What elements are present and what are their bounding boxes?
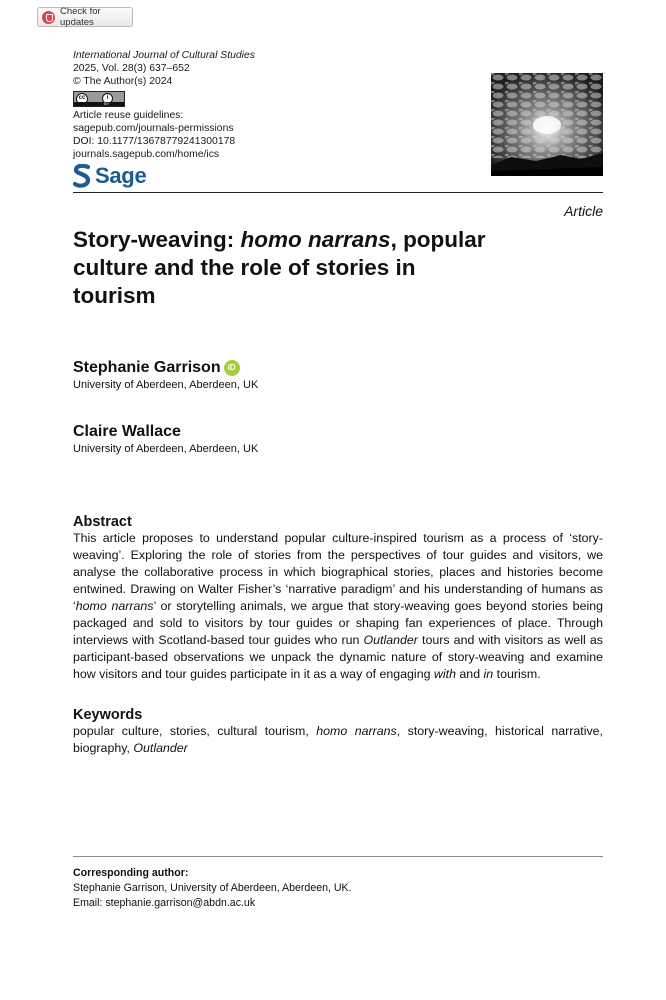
article-type: Article [564,203,603,219]
sage-s-icon [73,164,91,188]
journal-homepage[interactable]: journals.sagepub.com/home/ics [73,149,220,160]
sage-wordmark: Sage [95,163,147,188]
keywords-text: popular culture, stories, cultural tourism, homo narrans, story-weaving, historical narrative, biography, Outlander [73,724,603,755]
attribution-mark: i [102,93,113,104]
footer-rule [73,856,603,857]
check-for-updates-label: Check for updates [60,6,101,28]
corresponding-label: Corresponding author: [73,867,189,879]
title-part-3: , popular culture and the role of stories in tourism [73,227,486,308]
article-title [73,226,493,310]
reuse-link[interactable]: sagepub.com/journals-permissions [73,123,234,134]
keywords-section [73,707,603,757]
corresponding-email[interactable]: Email: stephanie.garrison@abdn.ac.uk [73,897,256,909]
abstract-heading: Abstract [73,514,132,530]
volume-line: 2025, Vol. 28(3) 637–652 [73,63,190,74]
journal-name: International Journal of Cultural Studies [73,50,255,61]
author-1-affiliation: University of Aberdeen, Aberdeen, UK [73,379,259,391]
check-for-updates-button[interactable] [37,7,133,27]
sage-logo [73,163,146,189]
by-mark: BY [104,101,110,106]
header-rule [73,192,603,193]
abstract-section [73,514,603,683]
author-1 [73,359,240,377]
keywords-heading: Keywords [73,707,143,723]
journal-cover-image [491,73,603,176]
copyright: © The Author(s) 2024 [73,76,173,87]
author-1-name: Stephanie Garrison [73,359,221,376]
title-part-2: homo narrans [240,227,391,252]
doi[interactable]: DOI: 10.1177/13678779241300178 [73,136,236,147]
orcid-icon[interactable]: iD [224,360,240,376]
abstract-text: This article proposes to understand popular culture-inspired tourism as a process of ‘story-weaving’. Exploring the role of stories from the perspectives of tour guides and visitors, we analyse the collaborative process in which biographical stories, places and histories become entwined. Drawing on Walter Fisher’s ‘narrative paradigm’ and his understanding of humans as ‘homo narrans’ or storytelling animals, we argue that story-weaving goes beyond stories being packaged and sold to visitors by tour guides or shaping fan experiences of place. Through interviews with Scotland-based tour guides who run Outlander tours and with visitors as well as participant-based observations we unpack the dynamic nature of story-weaving and examine how visitors and tour guides participate in it as a way of engaging with and in tourism. [73,531,604,681]
reuse-label: Article reuse guidelines: [73,110,184,121]
corresponding-author [73,866,603,911]
corresponding-address: Stephanie Garrison, University of Aberdeen, Aberdeen, UK. [73,882,352,894]
bookmark-icon [42,11,55,24]
author-2-name: Claire Wallace [73,423,181,440]
cc-license-mark: cc [76,93,88,105]
title-part-1: Story-weaving: [73,227,241,252]
author-2-affiliation: University of Aberdeen, Aberdeen, UK [73,443,259,455]
cc-by-license-icon[interactable] [73,91,125,107]
